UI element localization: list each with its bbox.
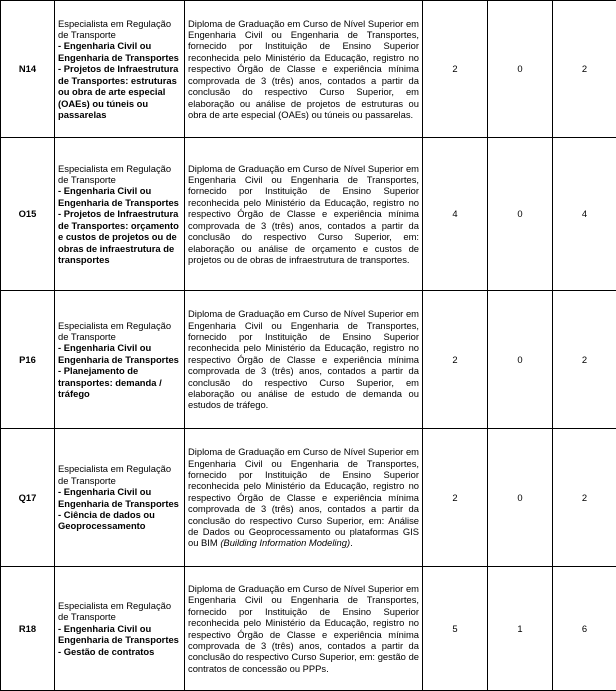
vacancies-col-1: 4 — [423, 138, 488, 291]
vacancies-col-2: 0 — [488, 291, 553, 429]
vacancies-col-1: 2 — [423, 291, 488, 429]
vacancies-col-2: 0 — [488, 138, 553, 291]
position-title-prefix: Especialista em Regulação de Transporte — [58, 18, 181, 41]
vacancies-total: 2 — [553, 1, 616, 138]
position-code: P16 — [1, 291, 55, 429]
position-title-specialty: - Engenharia Civil ou Engenharia de Transportes - Projetos de Infraestrutura de Transportes: estruturas ou obra de arte especial (OAEs) ou túneis ou passarelas — [58, 40, 181, 120]
table-row — [1, 1, 616, 138]
position-title — [55, 429, 185, 567]
requirements-main: Diploma de Graduação em Curso de Nível Superior em Engenharia Civil ou Engenharia de Transportes, fornecido por Instituição de Ensino Superior reconhecida pelo Ministério da Educação, registro no respectivo Órgão de Classe e experiência mínima comprovada de 3 (três) anos, contados a partir da conclusão do respectivo Curso Superior, em: Análise de Dados ou Geoprocessamento ou plataformas GIS ou BIM — [188, 446, 419, 548]
position-title — [55, 138, 185, 291]
requirements-italic-term: (Building Information Modeling) — [220, 537, 350, 548]
vacancies-total: 6 — [553, 567, 616, 691]
table-row — [1, 429, 616, 567]
vacancies-col-1: 2 — [423, 1, 488, 138]
position-title-prefix: Especialista em Regulação de Transporte — [58, 600, 181, 623]
position-title-prefix: Especialista em Regulação de Transporte — [58, 320, 181, 343]
vacancies-total: 2 — [553, 291, 616, 429]
position-title-specialty: - Engenharia Civil ou Engenharia de Transportes - Planejamento de transportes: demanda / tráfego — [58, 342, 181, 399]
position-code: Q17 — [1, 429, 55, 567]
position-title — [55, 1, 185, 138]
position-title-prefix: Especialista em Regulação de Transporte — [58, 463, 181, 486]
table-row — [1, 567, 616, 691]
table-row — [1, 291, 616, 429]
requirements-text: Diploma de Graduação em Curso de Nível Superior em Engenharia Civil ou Engenharia de Transportes, fornecido por Instituição de Ensino Superior reconhecida pelo Ministério da Educação, registro no respectivo Órgão de Classe e experiência mínima comprovada de 3 (três) anos, contados a partir da conclusão do respectivo Curso Superior, em: gestão de contratos de concessão ou PPPs. — [185, 567, 423, 691]
position-title — [55, 567, 185, 691]
vacancies-col-2: 0 — [488, 1, 553, 138]
position-title — [55, 291, 185, 429]
position-title-specialty: - Engenharia Civil ou Engenharia de Transportes - Ciência de dados ou Geoprocessamento — [58, 486, 181, 532]
position-code: R18 — [1, 567, 55, 691]
requirements-text: Diploma de Graduação em Curso de Nível Superior em Engenharia Civil ou Engenharia de Transportes, fornecido por Instituição de Ensino Superior reconhecida pelo Ministério da Educação, registro no respectivo Órgão de Classe e experiência mínima comprovada de 3 (três) anos, contados a partir da conclusão do respectivo Curso Superior, em elaboração ou análise de projetos de estruturas ou obra de arte especial (OAEs) ou túneis ou passarelas. — [185, 1, 423, 138]
vacancies-total: 2 — [553, 429, 616, 567]
vacancies-col-1: 5 — [423, 567, 488, 691]
vacancies-col-1: 2 — [423, 429, 488, 567]
requirements-text: Diploma de Graduação em Curso de Nível Superior em Engenharia Civil ou Engenharia de Transportes, fornecido por Instituição de Ensino Superior reconhecida pelo Ministério da Educação, registro no respectivo Órgão de Classe e experiência mínima comprovada de 3 (três) anos, contados a partir da conclusão do respectivo Curso Superior, em elaboração ou análise de estudo de demanda ou estudos de tráfego. — [185, 291, 423, 429]
vacancies-col-2: 0 — [488, 429, 553, 567]
vacancies-col-2: 1 — [488, 567, 553, 691]
vacancies-total: 4 — [553, 138, 616, 291]
position-title-prefix: Especialista em Regulação de Transporte — [58, 163, 181, 186]
position-title-specialty: - Engenharia Civil ou Engenharia de Transportes - Gestão de contratos — [58, 623, 181, 657]
position-code: O15 — [1, 138, 55, 291]
position-code: N14 — [1, 1, 55, 138]
position-title-specialty: - Engenharia Civil ou Engenharia de Transportes - Projetos de Infraestrutura de Transportes: orçamento e custos de projetos ou de obras de infraestrutura de transportes — [58, 185, 181, 265]
requirements-text — [185, 429, 423, 567]
requirements-end: . — [350, 537, 353, 548]
requirements-text: Diploma de Graduação em Curso de Nível Superior em Engenharia Civil ou Engenharia de Transportes, fornecido por Instituição de Ensino Superior reconhecida pelo Ministério da Educação, registro no respectivo Órgão de Classe e experiência mínima comprovada de 3 (três) anos, contados a partir da conclusão do respectivo Curso Superior, em: elaboração ou análise de orçamento e custos de projetos ou de obras de infraestrutura de transportes. — [185, 138, 423, 291]
table-row — [1, 138, 616, 291]
